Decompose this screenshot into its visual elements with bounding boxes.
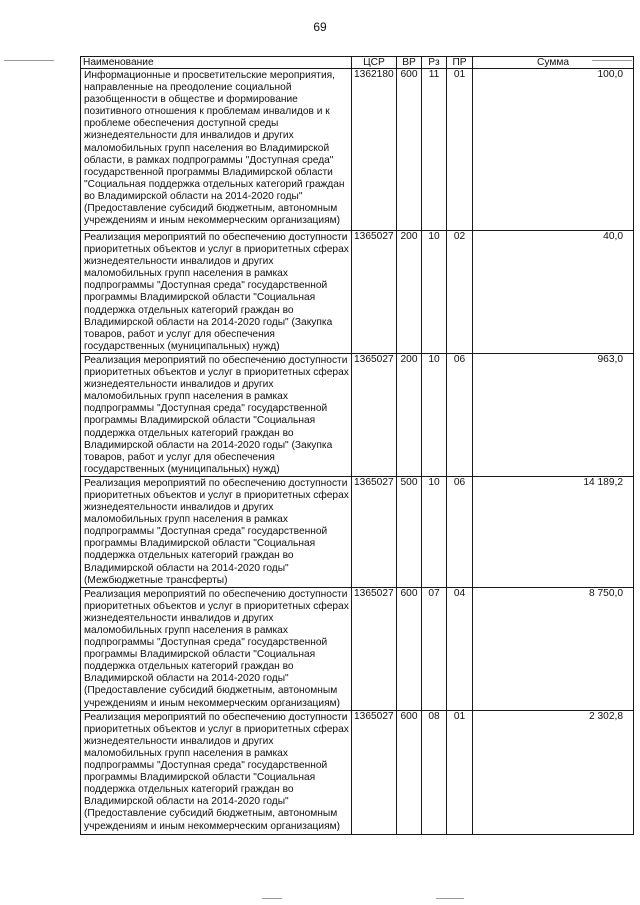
row-rz: 10 [422, 353, 447, 476]
row-csr: 1365027 [352, 587, 397, 710]
row-rz: 10 [422, 476, 447, 587]
row-sum: 40,0 [473, 231, 634, 354]
table-header-row [81, 57, 634, 69]
row-csr: 1365027 [352, 231, 397, 354]
row-pr: 01 [447, 69, 473, 231]
table-row [81, 231, 634, 354]
row-csr: 1365027 [352, 476, 397, 587]
row-vr: 200 [397, 231, 422, 354]
row-vr: 600 [397, 587, 422, 710]
row-name: Реализация мероприятий по обеспечению доступности приоритетных объектов и услуг в приоритетных сферах жизнедеятельности инвалидов и других маломобильных групп населения в рамках подпрограммы "Доступная среда" государственной программы Владимирской области "Социальная поддержка отдельных категорий граждан во Владимирской области на 2014-2020 годы" (Предоставление субсидий бюджетным, автономным учреждениям и иным некоммерческим организациям) [81, 587, 352, 710]
row-rz: 08 [422, 710, 447, 834]
row-sum: 100,0 [473, 69, 634, 231]
scan-artifact-left [4, 60, 54, 61]
scan-artifact-bottom-1 [262, 898, 282, 899]
row-name: Реализация мероприятий по обеспечению доступности приоритетных объектов и услуг в приоритетных сферах жизнедеятельности инвалидов и других маломобильных групп населения в рамках подпрограммы "Доступная среда" государственной программы Владимирской области "Социальная поддержка отдельных категорий граждан во Владимирской области на 2014-2020 годы" (Предоставление субсидий бюджетным, автономным учреждениям и иным некоммерческим организациям) [81, 710, 352, 834]
row-rz: 11 [422, 69, 447, 231]
row-csr: 1362180 [352, 69, 397, 231]
header-csr: ЦСР [352, 57, 397, 69]
row-name: Информационные и просветительские мероприятия, направленные на преодоление социальной разобщенности в обществе и формирование позитивного отношения к проблемам инвалидов и к проблеме обеспечения доступной среды жизнедеятельности для инвалидов и других маломобильных групп населения во Владимирской области, в рамках подпрограммы "Доступная среда" государственной программы Владимирской области "Социальная поддержка отдельных категорий граждан во Владимирской области на 2014-2020 годы" (Предоставление субсидий бюджетным, автономным учреждениям и иным некоммерческим организациям) [81, 69, 352, 231]
row-rz: 07 [422, 587, 447, 710]
header-sum: Сумма [473, 57, 634, 69]
header-rz: Рз [422, 57, 447, 69]
row-rz: 10 [422, 231, 447, 354]
table-row [81, 587, 634, 710]
row-vr: 600 [397, 69, 422, 231]
row-vr: 500 [397, 476, 422, 587]
budget-table [80, 56, 634, 835]
row-pr: 06 [447, 353, 473, 476]
header-name: Наименование [81, 57, 352, 69]
row-csr: 1365027 [352, 353, 397, 476]
header-vr: ВР [397, 57, 422, 69]
table-row [81, 353, 634, 476]
table-row [81, 476, 634, 587]
table-row [81, 69, 634, 231]
header-pr: ПР [447, 57, 473, 69]
table-row [81, 710, 634, 834]
row-pr: 06 [447, 476, 473, 587]
row-sum: 2 302,8 [473, 710, 634, 834]
row-pr: 01 [447, 710, 473, 834]
row-name: Реализация мероприятий по обеспечению доступности приоритетных объектов и услуг в приоритетных сферах жизнедеятельности инвалидов и других маломобильных групп населения в рамках подпрограммы "Доступная среда" государственной программы Владимирской области "Социальная поддержка отдельных категорий граждан во Владимирской области на 2014-2020 годы" (Закупка товаров, работ и услуг для обеспечения государственных (муниципальных) нужд) [81, 353, 352, 476]
row-pr: 02 [447, 231, 473, 354]
row-vr: 600 [397, 710, 422, 834]
page-number: 69 [313, 20, 327, 34]
row-sum: 14 189,2 [473, 476, 634, 587]
scan-artifact-bottom-2 [436, 898, 464, 899]
row-pr: 04 [447, 587, 473, 710]
row-name: Реализация мероприятий по обеспечению доступности приоритетных объектов и услуг в приоритетных сферах жизнедеятельности инвалидов и других маломобильных групп населения в рамках подпрограммы "Доступная среда" государственной программы Владимирской области "Социальная поддержка отдельных категорий граждан во Владимирской области на 2014-2020 годы" (Межбюджетные трансферты) [81, 476, 352, 587]
row-name: Реализация мероприятий по обеспечению доступности приоритетных объектов и услуг в приоритетных сферах жизнедеятельности инвалидов и других маломобильных групп населения в рамках подпрограммы "Доступная среда" государственной программы Владимирской области "Социальная поддержка отдельных категорий граждан во Владимирской области на 2014-2020 годы" (Закупка товаров, работ и услуг для обеспечения государственных (муниципальных) нужд) [81, 231, 352, 354]
row-sum: 8 750,0 [473, 587, 634, 710]
row-sum: 963,0 [473, 353, 634, 476]
row-vr: 200 [397, 353, 422, 476]
row-csr: 1365027 [352, 710, 397, 834]
